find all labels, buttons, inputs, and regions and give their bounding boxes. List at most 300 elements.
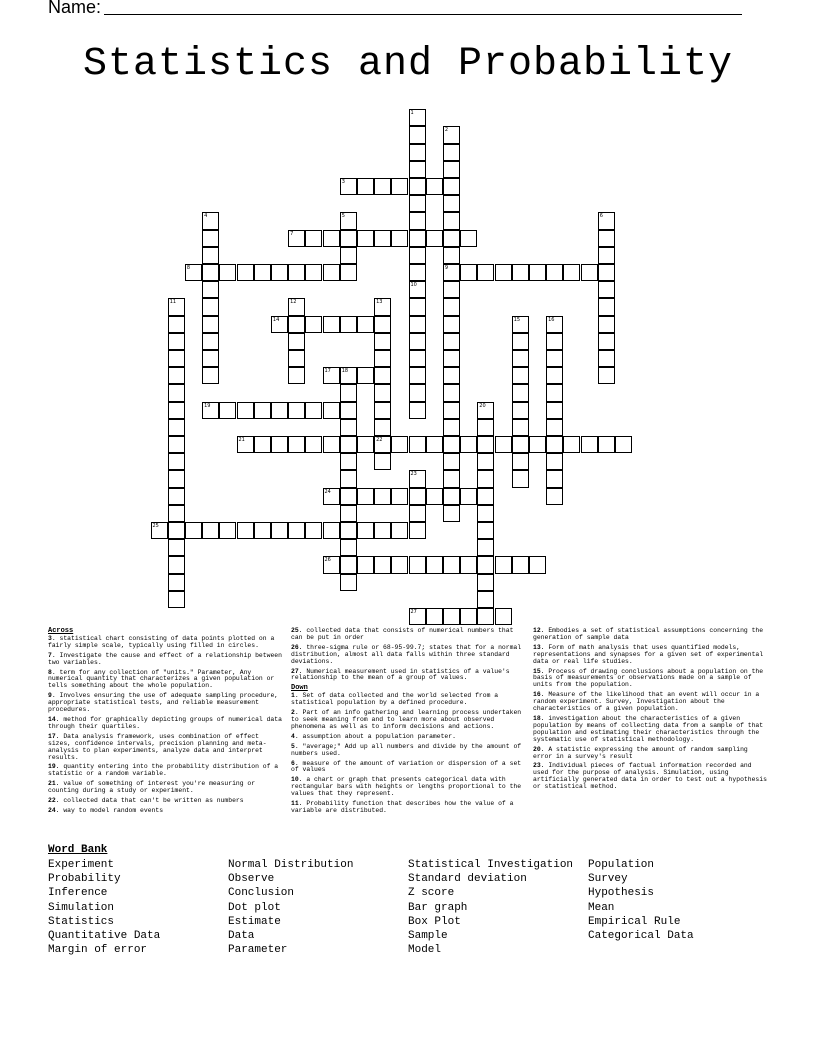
crossword-cell[interactable] [477, 419, 494, 436]
crossword-cell[interactable] [615, 436, 632, 453]
cell-number: 3 [341, 179, 345, 185]
word-bank-item: Standard deviation [408, 873, 527, 886]
crossword-cell[interactable] [168, 367, 185, 384]
crossword-cell[interactable] [409, 505, 426, 522]
cell-number: 12 [290, 299, 297, 306]
crossword-cell[interactable] [340, 522, 357, 539]
crossword-cell[interactable] [598, 230, 615, 247]
crossword-cell[interactable] [546, 402, 563, 419]
crossword-cell[interactable] [254, 264, 271, 281]
crossword-cell[interactable] [546, 419, 563, 436]
crossword-cell[interactable] [340, 316, 357, 333]
crossword-cell[interactable] [598, 281, 615, 298]
crossword-cell[interactable] [305, 230, 322, 247]
crossword-cell[interactable] [443, 126, 460, 143]
crossword-cell[interactable] [495, 556, 512, 573]
crossword-cell[interactable] [409, 316, 426, 333]
crossword-cell[interactable] [426, 178, 443, 195]
crossword-cell[interactable] [443, 419, 460, 436]
crossword-cell[interactable] [512, 453, 529, 470]
clue-4: 4. assumption about a population parameter. [291, 732, 456, 740]
crossword-cell[interactable] [168, 333, 185, 350]
crossword-cell[interactable] [512, 316, 529, 333]
clue-text: three-sigma rule or 68-95-99.7; states that for a normal distribution, almost all data falls within three standard deviations. [291, 643, 522, 665]
crossword-cell[interactable] [426, 230, 443, 247]
crossword-cell[interactable] [477, 591, 494, 608]
word-bank-item: Experiment [48, 859, 115, 871]
clue-20: 20. A statistic expressing the amount of random sampling error in a survey's result [533, 745, 748, 760]
crossword-cell[interactable] [271, 264, 288, 281]
crossword-cell[interactable] [443, 453, 460, 470]
crossword-cell[interactable] [563, 264, 580, 281]
crossword-cell[interactable] [288, 522, 305, 539]
crossword-cell[interactable] [409, 488, 426, 505]
crossword-cell[interactable] [323, 402, 340, 419]
crossword-cell[interactable] [409, 350, 426, 367]
crossword-cell[interactable] [323, 264, 340, 281]
crossword-cell[interactable] [460, 608, 477, 625]
crossword-cell[interactable] [529, 264, 546, 281]
crossword-cell[interactable] [185, 522, 202, 539]
crossword-cell[interactable] [443, 264, 460, 281]
crossword-cell[interactable] [409, 161, 426, 178]
crossword-cell[interactable] [202, 281, 219, 298]
crossword-cell[interactable] [340, 367, 357, 384]
clue-7: 7. Investigate the cause and effect of a relationship between two variables. [48, 651, 282, 666]
crossword-cell[interactable] [426, 488, 443, 505]
crossword-cell[interactable] [598, 436, 615, 453]
crossword-cell[interactable] [168, 453, 185, 470]
crossword-cell[interactable] [512, 264, 529, 281]
clue-list [291, 693, 525, 815]
word-bank-item: Model [408, 944, 442, 957]
crossword-cell[interactable] [305, 264, 322, 281]
word-bank-item: Dot plot [228, 901, 281, 914]
crossword-cell[interactable] [409, 247, 426, 264]
clue-2: 2. Part of an info gathering and learning process undertaken to seek meaning from and to learn more about observed phenomena as well as to inform decisions and actions. [291, 709, 522, 730]
word-bank-item: Box Plot [408, 915, 461, 928]
crossword-cell[interactable] [443, 212, 460, 229]
crossword-cell[interactable] [271, 402, 288, 419]
crossword-cell[interactable] [340, 419, 357, 436]
clue-27: 27. Numerical measurement used in statistics of a value's relationship to the mean of a group of values. [291, 667, 510, 682]
crossword-cell[interactable] [202, 212, 219, 229]
crossword-cell[interactable] [340, 212, 357, 229]
crossword-cell[interactable] [426, 436, 443, 453]
crossword-cell[interactable] [443, 178, 460, 195]
crossword-cell[interactable] [443, 367, 460, 384]
crossword-cell[interactable] [477, 608, 494, 625]
crossword-cell[interactable] [323, 556, 340, 573]
crossword-cell[interactable] [546, 384, 563, 401]
crossword-cell[interactable] [598, 298, 615, 315]
crossword-cell[interactable] [443, 402, 460, 419]
crossword-cell[interactable] [288, 316, 305, 333]
crossword-cell[interactable] [340, 402, 357, 419]
crossword-cell[interactable] [460, 264, 477, 281]
crossword-cell[interactable] [443, 161, 460, 178]
crossword-cell[interactable] [477, 556, 494, 573]
crossword-cell[interactable] [443, 488, 460, 505]
crossword-cell[interactable] [202, 522, 219, 539]
crossword-cell[interactable] [443, 505, 460, 522]
crossword-cell[interactable] [288, 298, 305, 315]
crossword-cell[interactable] [374, 384, 391, 401]
clue-13: 13. Form of math analysis that uses quantified models, representations and synapses for a given set of experimental data or real life studies. [533, 643, 764, 665]
crossword-cell[interactable] [168, 574, 185, 591]
crossword-cell[interactable] [409, 178, 426, 195]
crossword-cell[interactable] [477, 470, 494, 487]
crossword-cell[interactable] [254, 522, 271, 539]
crossword-cell[interactable] [323, 230, 340, 247]
crossword-cell[interactable] [202, 264, 219, 281]
crossword-cell[interactable] [409, 608, 426, 625]
crossword-cell[interactable] [443, 556, 460, 573]
crossword-cell[interactable] [254, 402, 271, 419]
crossword-cell[interactable] [546, 367, 563, 384]
cell-number: 7 [290, 230, 294, 237]
crossword-cell[interactable] [357, 178, 374, 195]
crossword-cell[interactable] [340, 453, 357, 470]
clue-text: value of something of interest you're measuring or counting during a study or experiment. [48, 780, 256, 795]
crossword-cell[interactable] [581, 264, 598, 281]
crossword-cell[interactable] [219, 402, 236, 419]
crossword-cell[interactable] [409, 367, 426, 384]
crossword-cell[interactable] [237, 522, 254, 539]
crossword-cell[interactable] [477, 505, 494, 522]
crossword-cell[interactable] [202, 350, 219, 367]
clue-number: 20 [533, 745, 541, 753]
crossword-cell[interactable] [374, 230, 391, 247]
crossword-cell[interactable] [219, 522, 236, 539]
crossword-cell[interactable] [546, 333, 563, 350]
clue-text: statistical chart consisting of data points plotted on a fairly simple scale, typically using filled in circles. [48, 634, 275, 649]
crossword-cell[interactable] [288, 230, 305, 247]
clue-21: 21. value of something of interest you're measuring or counting during a study or experiment. [48, 780, 256, 795]
crossword-cell[interactable] [409, 126, 426, 143]
crossword-cell[interactable] [512, 402, 529, 419]
word-bank-column [588, 858, 694, 943]
crossword-cell[interactable] [202, 333, 219, 350]
crossword-cell[interactable] [495, 436, 512, 453]
crossword-cell[interactable] [598, 247, 615, 264]
crossword-cell[interactable] [271, 436, 288, 453]
crossword-cell[interactable] [409, 402, 426, 419]
crossword-cell[interactable] [340, 384, 357, 401]
crossword-cell[interactable] [168, 539, 185, 556]
word-bank-item: Margin of error [48, 944, 148, 957]
crossword-cell[interactable] [529, 556, 546, 573]
crossword-cell[interactable] [374, 402, 391, 419]
clue-5: 5. "average;" Add up all numbers and divide by the amount of numbers used. [291, 742, 522, 757]
crossword-cell[interactable] [168, 488, 185, 505]
clue-number: 27 [291, 667, 299, 675]
crossword-cell[interactable] [546, 453, 563, 470]
crossword-cell[interactable] [374, 350, 391, 367]
crossword-cell[interactable] [271, 316, 288, 333]
word-bank-item: Data [228, 930, 255, 943]
crossword-cell[interactable] [323, 367, 340, 384]
crossword-cell[interactable] [340, 247, 357, 264]
crossword-cell[interactable] [323, 488, 340, 505]
crossword-cell[interactable] [288, 264, 305, 281]
word-bank-item: Probability [48, 873, 121, 886]
crossword-cell[interactable] [374, 367, 391, 384]
crossword-cell[interactable] [598, 316, 615, 333]
crossword-cell[interactable] [168, 350, 185, 367]
crossword-cell[interactable] [340, 505, 357, 522]
crossword-cell[interactable] [340, 488, 357, 505]
crossword-cell[interactable] [443, 144, 460, 161]
cell-number: 26 [324, 557, 331, 564]
crossword-cell[interactable] [374, 453, 391, 470]
crossword-cell[interactable] [546, 488, 563, 505]
crossword-cell[interactable] [357, 488, 374, 505]
crossword-cell[interactable] [237, 264, 254, 281]
crossword-cell[interactable] [202, 402, 219, 419]
crossword-cell[interactable] [374, 419, 391, 436]
crossword-cell[interactable] [477, 488, 494, 505]
crossword-cell[interactable] [460, 230, 477, 247]
crossword-cell[interactable] [168, 298, 185, 315]
crossword-cell[interactable] [357, 436, 374, 453]
crossword-cell[interactable] [340, 539, 357, 556]
crossword-cell[interactable] [340, 178, 357, 195]
crossword-cell[interactable] [288, 350, 305, 367]
crossword-cell[interactable] [477, 574, 494, 591]
crossword-cell[interactable] [443, 350, 460, 367]
crossword-cell[interactable] [340, 556, 357, 573]
crossword-cell[interactable] [409, 470, 426, 487]
crossword-cell[interactable] [529, 436, 546, 453]
crossword-cell[interactable] [357, 556, 374, 573]
cell-number: 16 [548, 316, 555, 323]
crossword-cell[interactable] [323, 436, 340, 453]
crossword-cell[interactable] [340, 470, 357, 487]
crossword-cell[interactable] [168, 316, 185, 333]
crossword-cell[interactable] [357, 230, 374, 247]
crossword-cell[interactable] [409, 230, 426, 247]
crossword-cell[interactable] [202, 247, 219, 264]
crossword-cell[interactable] [443, 195, 460, 212]
clue-9: 9. Involves ensuring the use of adequate sampling procedure, appropriate statistical tests, and reliable measurement procedures. [48, 692, 279, 714]
word-bank-item: Population [588, 859, 655, 871]
crossword-cell[interactable] [340, 436, 357, 453]
crossword-cell[interactable] [477, 453, 494, 470]
crossword-cell[interactable] [237, 436, 254, 453]
name-label: Name: [48, 0, 102, 17]
crossword-cell[interactable] [409, 556, 426, 573]
crossword-cell[interactable] [374, 316, 391, 333]
crossword-cell[interactable] [271, 522, 288, 539]
crossword-cell[interactable] [598, 350, 615, 367]
crossword-cell[interactable] [168, 591, 185, 608]
clue-number: 17 [48, 732, 56, 740]
crossword-cell[interactable] [185, 264, 202, 281]
crossword-cell[interactable] [477, 436, 494, 453]
crossword-cell[interactable] [546, 470, 563, 487]
crossword-cell[interactable] [357, 316, 374, 333]
cell-number: 19 [204, 402, 211, 409]
crossword-cell[interactable] [512, 367, 529, 384]
crossword-cell[interactable] [598, 333, 615, 350]
crossword-cell[interactable] [443, 608, 460, 625]
crossword-cell[interactable] [391, 436, 408, 453]
crossword-cell[interactable] [426, 608, 443, 625]
crossword-cell[interactable] [323, 316, 340, 333]
word-bank-item: Statistics [48, 915, 115, 928]
crossword-cell[interactable] [443, 281, 460, 298]
crossword-cell[interactable] [409, 298, 426, 315]
crossword-cell[interactable] [426, 556, 443, 573]
clue-text: Measure of the likelihood that an event will occur in a random experiment. Survey, Investigation about the characteristics of a given population. [533, 691, 760, 713]
clue-number: 9 [48, 692, 52, 700]
clue-23: 23. Individual pieces of factual information recorded and used for the purpose of analysis. Simulation, using artificially generated data in order to test out a hypothesis or statistical method. [533, 762, 767, 791]
crossword-cell[interactable] [168, 384, 185, 401]
crossword-cell[interactable] [168, 470, 185, 487]
crossword-cell[interactable] [409, 144, 426, 161]
crossword-cell[interactable] [288, 367, 305, 384]
crossword-cell[interactable] [202, 298, 219, 315]
crossword-cell[interactable] [202, 316, 219, 333]
crossword-cell[interactable] [374, 298, 391, 315]
crossword-cell[interactable] [168, 505, 185, 522]
crossword-cell[interactable] [546, 350, 563, 367]
crossword-cell[interactable] [512, 470, 529, 487]
crossword-cell[interactable] [254, 436, 271, 453]
crossword-cell[interactable] [443, 333, 460, 350]
crossword-cell[interactable] [495, 608, 512, 625]
crossword-cell[interactable] [391, 178, 408, 195]
crossword-cell[interactable] [443, 384, 460, 401]
crossword-cell[interactable] [168, 556, 185, 573]
crossword-cell[interactable] [288, 402, 305, 419]
crossword-cell[interactable] [598, 367, 615, 384]
crossword-cell[interactable] [202, 230, 219, 247]
crossword-cell[interactable] [512, 384, 529, 401]
crossword-cell[interactable] [512, 436, 529, 453]
crossword-cell[interactable] [409, 109, 426, 126]
crossword-cell[interactable] [391, 230, 408, 247]
crossword-cell[interactable] [340, 574, 357, 591]
crossword-cell[interactable] [477, 264, 494, 281]
crossword-cell[interactable] [546, 316, 563, 333]
crossword-cell[interactable] [305, 522, 322, 539]
crossword-cell[interactable] [495, 264, 512, 281]
crossword-cell[interactable] [563, 436, 580, 453]
cell-number: 18 [341, 368, 349, 375]
crossword-cell[interactable] [477, 539, 494, 556]
word-bank-item: Estimate [228, 915, 281, 928]
crossword-cell[interactable] [374, 522, 391, 539]
cell-number: 9 [444, 265, 449, 271]
crossword-cell[interactable] [598, 264, 615, 281]
crossword-cell[interactable] [374, 488, 391, 505]
crossword-cell[interactable] [305, 316, 322, 333]
crossword-cell[interactable] [443, 230, 460, 247]
crossword-cell[interactable] [460, 556, 477, 573]
crossword-cell[interactable] [512, 350, 529, 367]
crossword-cell[interactable] [409, 212, 426, 229]
crossword-cell[interactable] [512, 556, 529, 573]
crossword-cell[interactable] [305, 402, 322, 419]
crossword-cell[interactable] [374, 178, 391, 195]
crossword-cell[interactable] [460, 488, 477, 505]
crossword-cell[interactable] [391, 488, 408, 505]
crossword-cell[interactable] [409, 436, 426, 453]
clue-6: 6. measure of the amount of variation or dispersion of a set of values [291, 759, 522, 774]
crossword-cell[interactable] [168, 402, 185, 419]
crossword-cell[interactable] [443, 247, 460, 264]
crossword-cell[interactable] [581, 436, 598, 453]
crossword-cell[interactable] [409, 384, 426, 401]
crossword-cell[interactable] [409, 195, 426, 212]
word-bank-item: Mean [588, 901, 615, 914]
crossword-cell[interactable] [340, 264, 357, 281]
crossword-cell[interactable] [512, 333, 529, 350]
crossword-cell[interactable] [477, 522, 494, 539]
crossword-cell[interactable] [443, 298, 460, 315]
crossword-cell[interactable] [546, 264, 563, 281]
crossword-cell[interactable] [219, 264, 236, 281]
crossword-cell[interactable] [374, 556, 391, 573]
crossword-cell[interactable] [202, 367, 219, 384]
word-bank-column [48, 858, 160, 957]
crossword-cell[interactable] [168, 522, 185, 539]
word-bank-item: Statistical Investigation [408, 859, 574, 871]
crossword-cell[interactable] [598, 212, 615, 229]
crossword-cell[interactable] [323, 522, 340, 539]
crossword-cell[interactable] [357, 367, 374, 384]
word-bank-title: Word Bank [48, 844, 108, 856]
crossword-cell[interactable] [237, 402, 254, 419]
clues-column-2 [291, 628, 525, 818]
crossword-cell[interactable] [168, 436, 185, 453]
clue-text: a chart or graph that presents categorical data with rectangular bars with heights or lengths proportional to the values that they represent. [291, 776, 522, 798]
crossword-cell[interactable] [288, 333, 305, 350]
crossword-cell[interactable] [340, 230, 357, 247]
crossword-cell[interactable] [374, 333, 391, 350]
cell-number: 5 [341, 213, 345, 220]
clue-12: 12. Embodies a set of statistical assumptions concerning the generation of sample data [533, 627, 764, 641]
crossword-cell[interactable] [288, 436, 305, 453]
crossword-cell[interactable] [443, 436, 460, 453]
crossword-cell[interactable] [443, 470, 460, 487]
word-bank-item: Z score [408, 887, 455, 900]
crossword-cell[interactable] [168, 419, 185, 436]
crossword-cell[interactable] [409, 264, 426, 281]
crossword-cell[interactable] [477, 402, 494, 419]
crossword-cell[interactable] [391, 556, 408, 573]
clue-11: 11. Probability function that describes how the value of a variable are distributed. [291, 800, 514, 814]
crossword-cell[interactable] [409, 522, 426, 539]
crossword-cell[interactable] [512, 419, 529, 436]
crossword-cell[interactable] [391, 522, 408, 539]
cell-number: 8 [186, 265, 191, 271]
crossword-cell[interactable] [305, 436, 322, 453]
crossword-cell[interactable] [460, 436, 477, 453]
crossword-cell[interactable] [374, 436, 391, 453]
clue-text: Probability function that describes how the value of a variable are distributed. [291, 800, 514, 814]
crossword-cell[interactable] [443, 316, 460, 333]
crossword-cell[interactable] [409, 333, 426, 350]
word-bank-column [228, 858, 353, 957]
crossword-cell[interactable] [546, 436, 563, 453]
crossword-cell[interactable] [151, 522, 168, 539]
crossword-cell[interactable] [357, 522, 374, 539]
clue-number: 21 [48, 780, 56, 788]
crossword-cell[interactable] [409, 281, 426, 298]
